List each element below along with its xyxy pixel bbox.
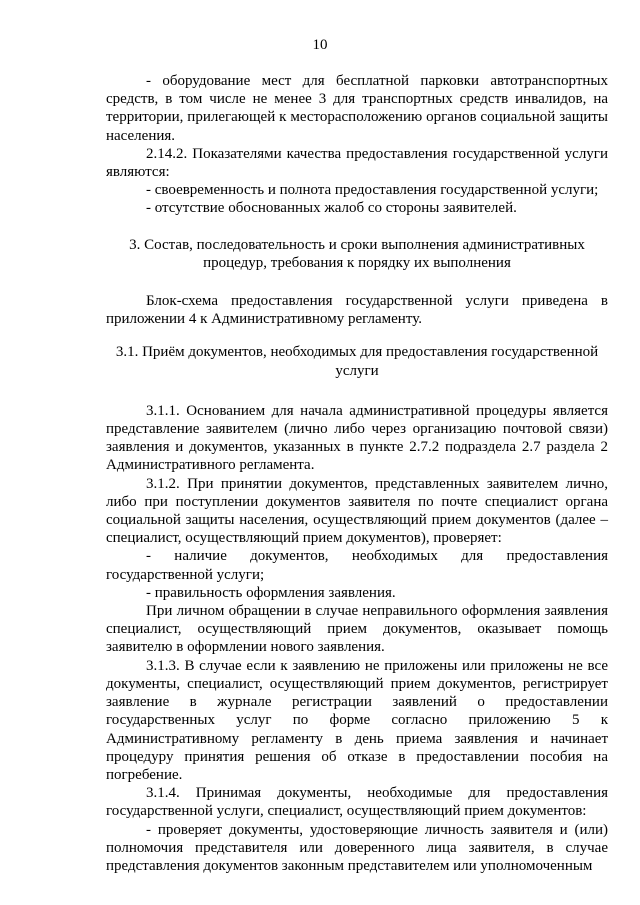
- section-heading-3: 3. Состав, последовательность и сроки выполнения административных процедур, требования к порядку их выполнения: [129, 236, 585, 271]
- paragraph-3-1-3: 3.1.3. В случае если к заявлению не приложены или приложены не все документы, специалист, осуществляющий прием документов, регистрирует заявление в журнале регистрации заявлений о предоставлении государственных услуг по форме согласно приложению 5 к Административному регламенту в день приема заявления и начинает процедуру принятия решения об отказе в предоставлении пособия на погребение.: [106, 657, 608, 783]
- paragraph-3-1-1: 3.1.1. Основанием для начала административной процедуры является представление заявителем (лично либо через организацию почтовой связи) заявления и документов, указанных в пункте 2.7.2 подраздела 2.7 раздела 2 Административного регламента.: [106, 402, 608, 474]
- paragraph-3-1-2: 3.1.2. При принятии документов, представленных заявителем лично, либо при поступлении документов заявителя по почте специалист органа социальной защиты населения, осуществляющий прием документов (далее – специалист, осуществляющий прием документов), проверяет:: [106, 475, 608, 547]
- list-item-identity-check: - проверяет документы, удостоверяющие личность заявителя и (или) полномочия представителя или доверенного лица заявителя, в случае представления документов законным представителем или уполномоченным: [106, 821, 608, 874]
- subsection-heading-3-1: 3.1. Приём документов, необходимых для предоставления государственной услуги: [115, 344, 599, 379]
- list-item-no-complaints: - отсутствие обоснованных жалоб со стороны заявителей.: [146, 200, 517, 217]
- list-item-timeliness: - своевременность и полнота предоставления государственной услуги;: [146, 182, 599, 199]
- paragraph-quality-indicators: 2.14.2. Показателями качества предоставления государственной услуги являются:: [106, 145, 608, 181]
- list-item-application-correctness: - правильность оформления заявления.: [146, 584, 396, 601]
- paragraph-flowchart: Блок-схема предоставления государственной услуги приведена в приложении 4 к Административному регламенту.: [106, 293, 608, 328]
- page-number: 10: [312, 37, 328, 53]
- paragraph-parking: - оборудование мест для бесплатной парковки автотранспортных средств, в том числе не менее 3 для транспортных средств инвалидов, на территории, прилегающей к месторасположению органов социальной защиты населения.: [106, 73, 608, 144]
- page-body: [106, 72, 608, 875]
- paragraph-3-1-4: 3.1.4. Принимая документы, необходимые для предоставления государственной услуги, специалист, осуществляющий прием документов:: [106, 785, 608, 820]
- list-item-documents: - наличие документов, необходимых для предоставления государственной услуги;: [106, 548, 608, 583]
- paragraph-personal-visit: При личном обращении в случае неправильного оформления заявления специалист, осуществляющий прием документов, оказывает помощь заявителю в оформлении нового заявления.: [106, 603, 608, 656]
